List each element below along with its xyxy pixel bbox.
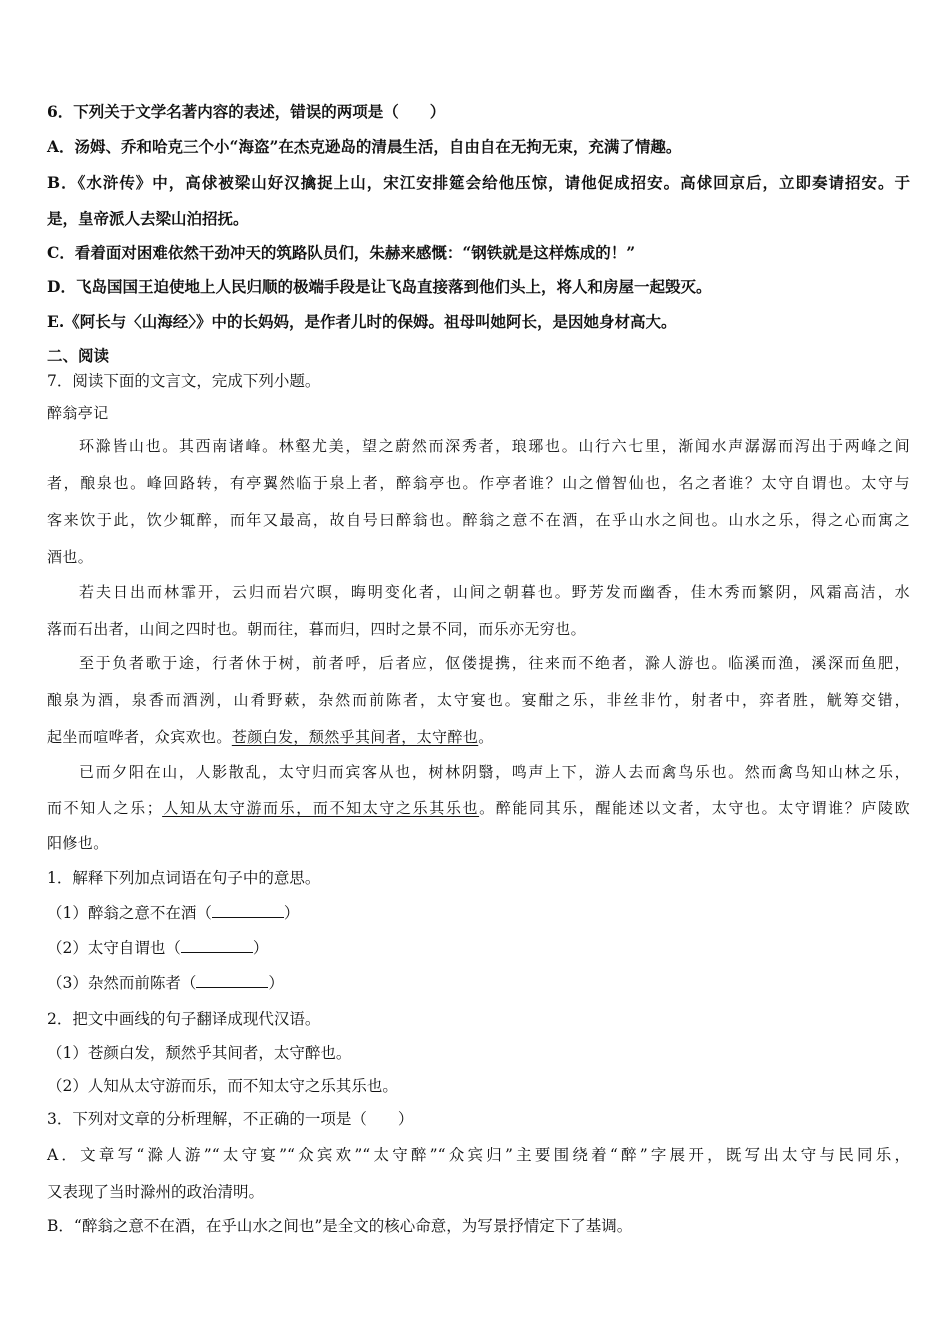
passage-line: 落而石出者，山间之四时也。朝而往，暮而归，四时之景不同，而乐亦无穷也。 (47, 620, 587, 638)
passage-text: 而不知人之乐； (47, 799, 163, 817)
sub3-option-b: B．“醉翁之意不在酒，在乎山水之间也”是全文的核心命意，为写景抒情定下了基调。 (47, 1217, 633, 1235)
passage-line: 酿泉为酒，泉香而酒洌，山肴野蔌，杂然而前陈者，太守宴也。宴酣之乐，非丝非竹，射者中，弈者胜，觥筹交错， (47, 691, 910, 709)
passage-line: 者，酿泉也。峰回路转，有亭翼然临于泉上者，醉翁亭也。作亭者谁？山之僧智仙也，名之者谁？太守自谓也。太守与 (47, 474, 910, 492)
sub1-item-text: （3）杂然而前陈者（ (47, 974, 197, 992)
passage-line: 若夫日出而林霏开，云归而岩穴暝，晦明变化者，山间之朝暮也。野芳发而幽香，佳木秀而繁阴，风霜高洁，水 (79, 583, 910, 601)
q6-stem: 6．下列关于文学名著内容的表述，错误的两项是（ ） (47, 102, 446, 121)
q6-option-b-cont: 是，皇帝派人去梁山泊招抚。 (47, 209, 249, 228)
sub1-item (47, 972, 910, 994)
sub1-item-close: ） (283, 904, 300, 922)
sub1-item-text: （2）太守自谓也（ (47, 939, 181, 957)
sub3-option-a-cont: 又表现了当时滁州的政治清明。 (47, 1183, 265, 1201)
q6-option-e: E.《阿长与〈山海经〉》中的长妈妈，是作者儿时的保姆。祖母叫她阿长，是因她身材高大。 (47, 312, 677, 331)
answer-blank[interactable] (196, 973, 268, 988)
passage-line: 环滁皆山也。其西南诸峰。林壑尤美，望之蔚然而深秀者，琅琊也。山行六七里，渐闻水声潺潺而泻出于两峰之间 (79, 437, 910, 455)
passage-line (47, 726, 910, 748)
passage-line: 客来饮于此，饮少辄醉，而年又最高，故自号曰醉翁也。醉翁之意不在酒，在乎山水之间也。山水之乐，得之心而寓之 (47, 511, 910, 529)
sub3-stem: 3．下列对文章的分析理解，不正确的一项是（ ） (47, 1110, 414, 1128)
q6-option-d: D．飞岛国国王迫使地上人民归顺的极端手段是让飞岛直接落到他们头上，将人和房屋一起毁灭。 (47, 277, 712, 296)
q6-option-c: C．看着面对困难依然干劲冲天的筑路队员们，朱赫来感慨：“钢铁就是这样炼成的！” (47, 243, 636, 262)
q6-option-b: B．《水浒传》中，高俅被梁山好汉擒捉上山，宋江安排筵会给他压惊，请他促成招安。高俅回京后，立即奏请招安。于 (47, 173, 910, 192)
sub1-item (47, 902, 910, 924)
passage-line: 已而夕阳在山，人影散乱，太守归而宾客从也，树林阴翳，鸣声上下，游人去而禽鸟乐也。然而禽鸟知山林之乐， (79, 763, 910, 781)
answer-blank[interactable] (181, 938, 253, 953)
underlined-sentence-2: 人知从太守游而乐，而不知太守之乐其乐也 (162, 799, 480, 817)
passage-line (47, 797, 910, 819)
sub1-item-close: ） (268, 974, 284, 992)
sub1-item-text: （1）醉翁之意不在酒（ (47, 904, 212, 922)
q6-option-a: A．汤姆、乔和哈克三个小“海盗”在杰克逊岛的清晨生活，自由自在无拘无束，充满了情趣。 (47, 137, 682, 156)
passage-text: 起坐而喧哗者，众宾欢也。 (47, 728, 232, 746)
q7-stem: 7．阅读下面的文言文，完成下列小题。 (47, 372, 321, 390)
sub2-stem: 2．把文中画线的句子翻译成现代汉语。 (47, 1010, 321, 1028)
passage-line: 至于负者歌于途，行者休于树，前者呼，后者应，伛偻提携，往来而不绝者，滁人游也。临溪而渔，溪深而鱼肥， (79, 654, 910, 672)
sub2-item: （1）苍颜白发，颓然乎其间者，太守醉也。 (47, 1044, 352, 1062)
passage-line: 酒也。 (47, 548, 94, 566)
answer-blank[interactable] (212, 903, 284, 918)
passage-text: 。醉能同其乐，醒能述以文者，太守也。太守谓谁？庐陵欧 (479, 799, 910, 817)
passage-title: 醉翁亭记 (47, 404, 109, 422)
sub1-item-close: ） (252, 939, 269, 957)
sub1-stem: 1．解释下列加点词语在句子中的意思。 (47, 869, 321, 887)
sub3-option-a: A．文章写“滁人游”“太守宴”“众宾欢”“太守醉”“众宾归”主要围绕着“醉”字展开，既写出太守与民同乐， (47, 1146, 910, 1164)
sub1-item (47, 937, 910, 959)
passage-line: 阳修也。 (47, 834, 109, 852)
underlined-sentence-1: 苍颜白发，颓然乎其间者，太守醉也 (231, 728, 479, 746)
section-heading: 二、阅读 (47, 346, 110, 365)
passage-text: 。 (478, 728, 494, 746)
sub2-item: （2）人知从太守游而乐，而不知太守之乐其乐也。 (47, 1077, 398, 1095)
